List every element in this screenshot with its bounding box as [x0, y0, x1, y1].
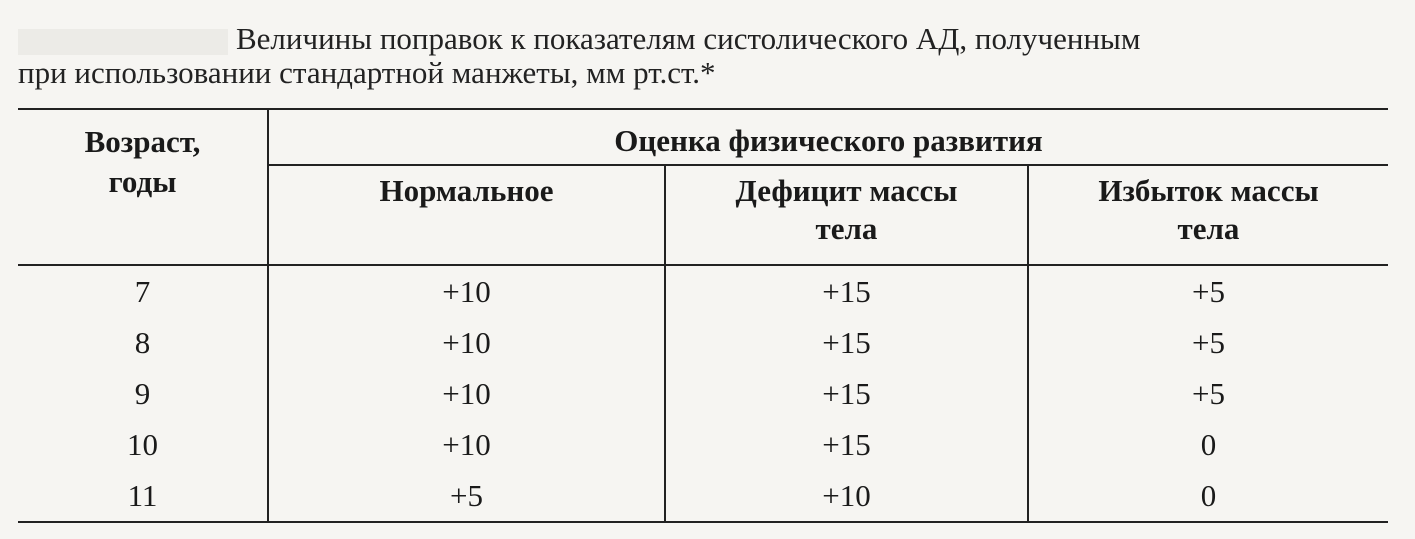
- obscured-table-label: [18, 29, 228, 55]
- caption-line-1-text: Величины поправок к показателям систолического АД, полученным: [236, 21, 1141, 56]
- age-header-line-1: Возраст,: [84, 124, 201, 159]
- excess-header-line-1: Избыток массы: [1098, 173, 1319, 208]
- physical-development-header: Оценка физического развития: [268, 109, 1388, 165]
- deficit-cell: +15: [665, 368, 1028, 419]
- normal-column-header: [268, 165, 665, 265]
- age-cell: 10: [18, 419, 268, 470]
- age-cell: 11: [18, 470, 268, 522]
- deficit-cell: +15: [665, 419, 1028, 470]
- correction-table: [18, 108, 1388, 523]
- deficit-cell: +15: [665, 317, 1028, 368]
- excess-cell: +5: [1192, 274, 1225, 309]
- age-cell: 7: [18, 265, 268, 317]
- excess-cell: +5: [1192, 325, 1225, 360]
- deficit-header-line-2: тела: [815, 211, 878, 246]
- excess-header-line-2: тела: [1177, 211, 1240, 246]
- deficit-column-header: [665, 165, 1028, 265]
- table-caption: [18, 22, 1398, 90]
- normal-cell: +10: [268, 368, 665, 419]
- normal-cell: +10: [268, 317, 665, 368]
- deficit-cell: +15: [665, 265, 1028, 317]
- age-header-line-2: годы: [108, 164, 177, 199]
- excess-cell: 0: [1200, 427, 1217, 462]
- correction-table-wrap: [18, 108, 1388, 523]
- excess-column-header: [1028, 165, 1388, 265]
- caption-line-1: [18, 22, 1398, 56]
- age-cell: 8: [18, 317, 268, 368]
- table-row: [18, 265, 1388, 317]
- deficit-header-line-1: Дефицит массы: [735, 173, 958, 208]
- header-row-group: [18, 109, 1388, 165]
- excess-cell: 0: [1028, 470, 1388, 522]
- table-row: [18, 368, 1388, 419]
- deficit-cell: +10: [665, 470, 1028, 522]
- normal-cell: +10: [268, 419, 665, 470]
- table-row: [18, 470, 1388, 522]
- table-row: [18, 419, 1388, 470]
- table-body: [18, 265, 1388, 522]
- normal-header-text: Нормальное: [379, 173, 554, 208]
- age-column-header: [18, 109, 268, 265]
- normal-cell: +5: [268, 470, 665, 522]
- table-row: [18, 317, 1388, 368]
- caption-line-2: при использовании стандартной манжеты, мм рт.ст.*: [18, 55, 716, 90]
- excess-cell: +5: [1192, 376, 1225, 411]
- age-cell: 9: [18, 368, 268, 419]
- normal-cell: +10: [268, 265, 665, 317]
